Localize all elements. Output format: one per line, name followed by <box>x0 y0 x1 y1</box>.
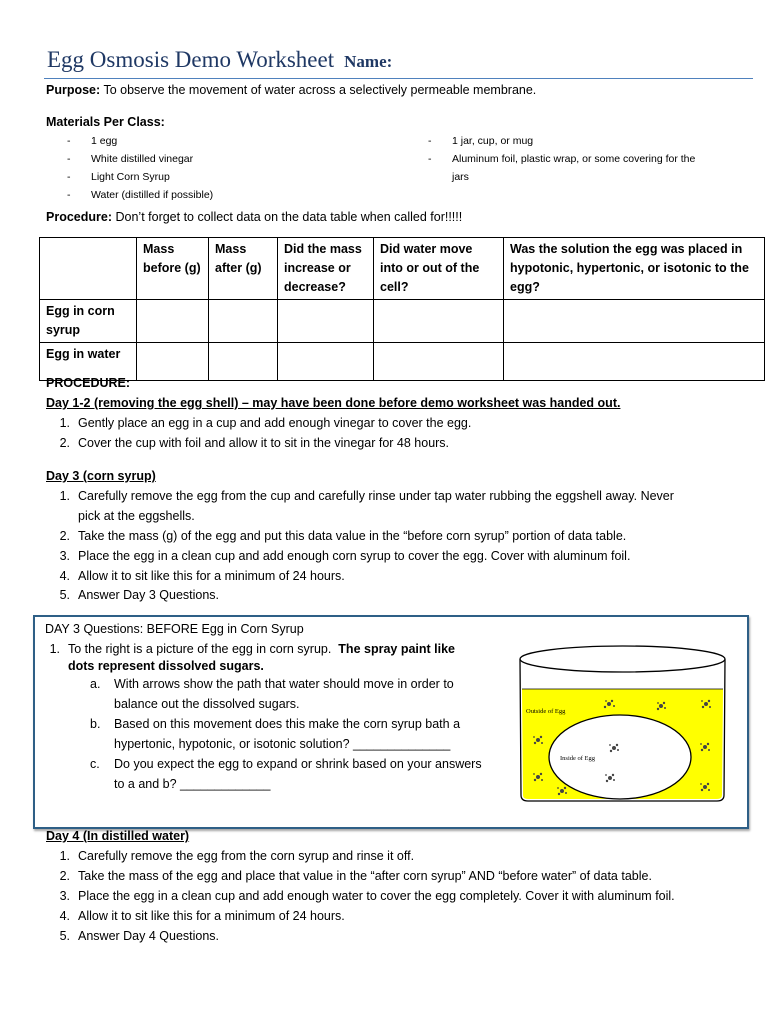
page-title <box>47 47 392 73</box>
list-item: 1. Carefully remove the egg from the corn syrup and rinse it off. <box>59 849 415 863</box>
egg-in-corn-syrup-figure <box>510 637 735 807</box>
question-1b: b. Based on this movement does this make the corn syrup bath a <box>90 717 461 731</box>
list-item: 3. Place the egg in a clean cup and add enough water to cover the egg completely. Cover it with aluminum foil. <box>59 889 675 903</box>
day12-heading: Day 1-2 (removing the egg shell) – may have been done before demo worksheet was handed out. <box>46 396 621 410</box>
material-item: - White distilled vinegar <box>67 153 194 165</box>
row-label: Egg in corn syrup <box>40 300 137 343</box>
material-item: - 1 jar, cup, or mug <box>428 135 534 147</box>
procedure-label: Procedure: <box>46 210 112 224</box>
data-table <box>39 237 765 381</box>
table-header-cell: Did water move into or out of the cell? <box>374 238 504 300</box>
day4-heading: Day 4 (In distilled water) <box>46 829 190 843</box>
table-cell[interactable] <box>209 343 278 381</box>
table-cell[interactable] <box>374 343 504 381</box>
question-1c-continued: to a and b? _____________ <box>114 777 271 791</box>
table-cell[interactable] <box>278 343 374 381</box>
list-item: 5. Answer Day 4 Questions. <box>59 929 220 943</box>
material-item: - Light Corn Syrup <box>67 171 170 183</box>
name-label: Name: <box>344 52 393 71</box>
jar-rim <box>520 646 725 672</box>
table-header-cell: Mass after (g) <box>209 238 278 300</box>
table-cell[interactable] <box>137 343 209 381</box>
list-item: 1. Carefully remove the egg from the cup and carefully rinse under tap water rubbing the eggshell away. Never <box>59 489 674 503</box>
table-header-cell: Mass before (g) <box>137 238 209 300</box>
material-item: - Aluminum foil, plastic wrap, or some covering for the <box>428 153 696 165</box>
material-item: - 1 egg <box>67 135 118 147</box>
materials-heading: Materials Per Class: <box>46 115 165 129</box>
list-item: 4. Allow it to sit like this for a minimum of 24 hours. <box>59 569 345 583</box>
purpose-label: Purpose: <box>46 83 101 97</box>
list-item: 2. Cover the cup with foil and allow it to sit in the vinegar for 48 hours. <box>59 436 450 450</box>
question-1a: a. With arrows show the path that water should move in order to <box>90 677 454 691</box>
question-1-continued: dots represent dissolved sugars. <box>68 659 264 673</box>
title-divider <box>44 78 753 79</box>
table-header-cell <box>40 238 137 300</box>
table-cell[interactable] <box>504 300 765 343</box>
day3-heading: Day 3 (corn syrup) <box>46 469 156 483</box>
procedure-text: Don’t forget to collect data on the data table when called for!!!!! <box>115 210 463 224</box>
table-row <box>40 343 765 381</box>
procedure-intro <box>46 210 462 224</box>
list-item: 1. Gently place an egg in a cup and add enough vinegar to cover the egg. <box>59 416 472 430</box>
list-item: 3. Place the egg in a clean cup and add enough corn syrup to cover the egg. Cover with aluminum foil. <box>59 549 631 563</box>
purpose-line <box>46 83 536 97</box>
table-cell[interactable] <box>374 300 504 343</box>
material-item-continued: jars <box>452 171 469 183</box>
list-item: 5. Answer Day 3 Questions. <box>59 588 220 602</box>
table-row <box>40 300 765 343</box>
list-item: 4. Allow it to sit like this for a minimum of 24 hours. <box>59 909 345 923</box>
question-1: 1. To the right is a picture of the egg in corn syrup. The spray paint like <box>49 642 456 656</box>
table-cell[interactable] <box>209 300 278 343</box>
table-header-row <box>40 238 765 300</box>
worksheet-title: Egg Osmosis Demo Worksheet <box>47 47 335 72</box>
table-header-cell: Did the mass increase or decrease? <box>278 238 374 300</box>
procedure-heading: PROCEDURE: <box>46 376 131 390</box>
question-1c: c. Do you expect the egg to expand or shrink based on your answers <box>90 757 482 771</box>
inside-egg-label: Inside of Egg <box>560 755 596 762</box>
row-label: Egg in water <box>40 343 137 381</box>
table-cell[interactable] <box>137 300 209 343</box>
list-item: 2. Take the mass (g) of the egg and put this data value in the “before corn syrup” portion of data table. <box>59 529 627 543</box>
questions-heading: DAY 3 Questions: BEFORE Egg in Corn Syrup <box>45 622 304 636</box>
table-cell[interactable] <box>504 343 765 381</box>
outside-egg-label: Outside of Egg <box>526 708 566 715</box>
question-1b-continued: hypertonic, hypotonic, or isotonic solution? ______________ <box>114 737 451 751</box>
table-cell[interactable] <box>278 300 374 343</box>
purpose-text: To observe the movement of water across a selectively permeable membrane. <box>103 83 537 97</box>
list-item-continued: pick at the eggshells. <box>78 509 195 523</box>
list-item: 2. Take the mass of the egg and place that value in the “after corn syrup” AND “before water” of data table. <box>59 869 652 883</box>
question-1a-continued: balance out the dissolved sugars. <box>114 697 300 711</box>
material-item: - Water (distilled if possible) <box>67 189 214 201</box>
table-header-cell: Was the solution the egg was placed in hypotonic, hypertonic, or isotonic to the egg? <box>504 238 765 300</box>
